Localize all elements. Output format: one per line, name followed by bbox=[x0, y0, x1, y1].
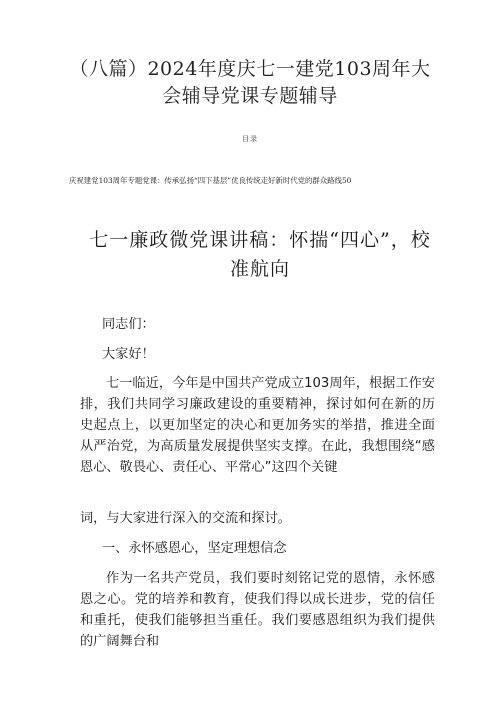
document-title-line-1: （八篇）2024年度庆七一建党103周年大 bbox=[69, 58, 431, 80]
article-title-line-2: 准航向 bbox=[229, 258, 290, 280]
paragraph-intro: 七一临近，今年是中国共产党成立103周年，根据工作安排，我们共同学习廉政建设的重要精神，探讨如何在新的历史起点上，以更加坚定的决心和更加务实的举措，推进全面从严治党，为高质量发展提供坚实支撑。在此，我想围绕“感恩心、敬畏心、责任心、平常心”这四个关键 bbox=[80, 376, 435, 475]
paragraph-intro-tail: 词，与大家进行深入的交流和探讨。 bbox=[80, 511, 291, 526]
document-title bbox=[0, 56, 500, 110]
toc-heading: 目录 bbox=[242, 135, 258, 143]
salutation-greeting: 大家好！ bbox=[102, 347, 155, 362]
toc-entry[interactable]: 庆祝建党103周年专题党课：传承弘扬“四下基层”优良传统走好新时代党的群众路线50 bbox=[69, 176, 352, 185]
salutation-comrades: 同志们： bbox=[102, 317, 155, 332]
section-heading-1: 一、永怀感恩心，坚定理想信念 bbox=[102, 541, 287, 556]
article-title-line-1: 七一廉政微党课讲稿：怀揣“四心”，校 bbox=[89, 229, 431, 251]
document-title-line-2: 会辅导党课专题辅导 bbox=[162, 85, 338, 107]
article-title bbox=[80, 226, 440, 284]
paragraph-section-1: 作为一名共产党员，我们要时刻铭记党的恩情，永怀感恩之心。党的培养和教育，使我们得以成长进步，党的信任和重托，使我们能够担当重任。我们要感恩组织为我们提供的广阔舞台和 bbox=[80, 571, 435, 649]
